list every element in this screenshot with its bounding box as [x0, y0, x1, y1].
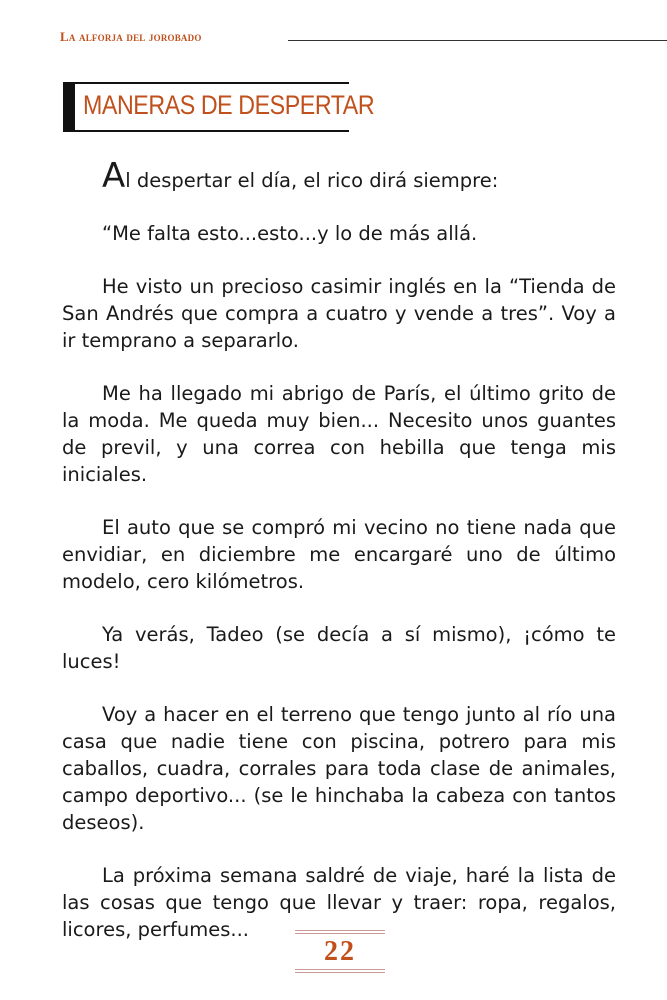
page-number: 22 — [324, 936, 356, 967]
paragraph-2: “Me falta esto...esto...y lo de más allá. — [102, 222, 478, 245]
paragraph-1-text: l despertar el día, el rico dirá siempre: — [125, 169, 499, 192]
title-top-rule — [75, 82, 349, 84]
paragraph-8: La próxima semana saldré de viaje, haré la lista de las cosas que tengo que llevar y traer: ropa, regalos, licores, perfumes... — [62, 864, 616, 941]
section-title: MANERAS DE DESPERTAR — [83, 90, 375, 120]
title-black-bar — [63, 82, 75, 132]
body-text — [62, 156, 616, 969]
title-bottom-rule — [75, 130, 349, 132]
page-number-rule — [295, 933, 385, 934]
page-number-rule — [295, 930, 385, 931]
running-head-title: La alforja del jorobado — [60, 29, 202, 44]
paragraph-5: El auto que se compró mi vecino no tiene nada que envidiar, en diciembre me encargaré uno de último modelo, cero kilómetros. — [62, 516, 616, 593]
header-rule — [288, 40, 667, 41]
initial-capital: A — [102, 156, 126, 196]
page-number-box — [295, 928, 385, 975]
page-number-rule — [295, 972, 385, 973]
paragraph-3: He visto un precioso casimir inglés en la “Tienda de San Andrés que compra a cuatro y vende a tres”. Voy a ir temprano a separarlo. — [62, 275, 616, 352]
paragraph-4: Me ha llegado mi abrigo de París, el último grito de la moda. Me queda muy bien... Necesito unos guantes de previl, y una correa con hebilla que tenga mis iniciales. — [62, 382, 616, 486]
paragraph-1 — [62, 156, 616, 196]
section-title-box — [63, 82, 375, 132]
paragraph-6: Ya verás, Tadeo (se decía a sí mismo), ¡cómo te luces! — [62, 623, 616, 673]
paragraph-7: Voy a hacer en el terreno que tengo junto al río una casa que nadie tiene con piscina, potrero para mis caballos, cuadra, corrales para toda clase de animales, campo deportivo... (se le hinchaba la cabeza con tantos deseos). — [62, 703, 616, 834]
page-number-rule — [295, 969, 385, 970]
